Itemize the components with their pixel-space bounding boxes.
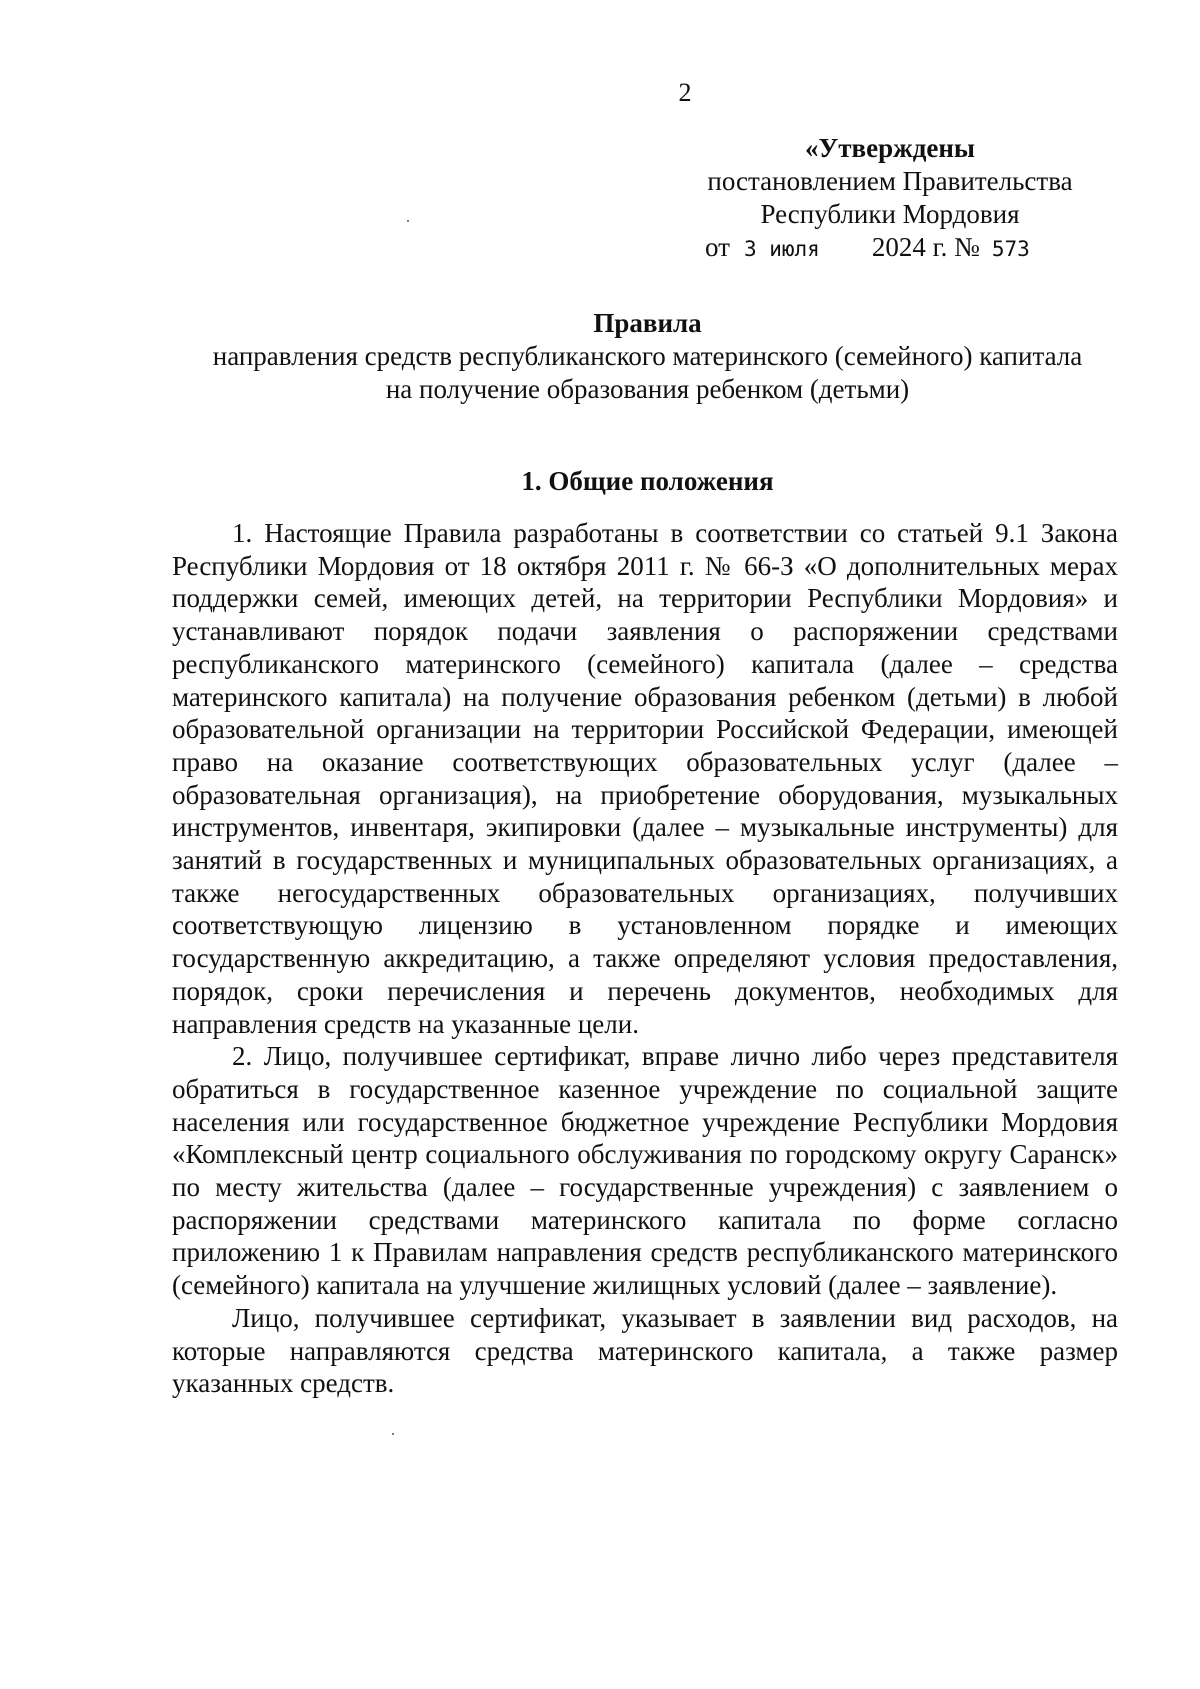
scan-speck: [407, 220, 409, 222]
resolution-number-handwritten: 573: [991, 237, 1030, 261]
approval-line-2: Республики Мордовия: [760, 199, 1020, 229]
date-year: 2024 г. №: [871, 232, 980, 262]
page-number: 2: [678, 78, 692, 107]
paragraph-2: 2. Лицо, получившее сертификат, вправе лично либо через представителя обратиться в государственное казенное учреждение по социальной защите населения или государственное бюджетное учреждение Республики Мордовия «Комплексный центр социального обслуживания по городскому округу Саранск» по месту жительства (далее – государственные учреждения) с заявлением о распоряжении средствами материнского капитала по форме согласно приложению 1 к Правилам направления средств республиканского материнского (семейного) капитала на улучшение жилищных условий (далее – заявление).: [172, 1041, 1118, 1301]
scan-speck: [392, 1433, 394, 1435]
paragraph-1: 1. Настоящие Правила разработаны в соответствии со статьей 9.1 Закона Республики Мордовия от 18 октября 2011 г. № 66-З «О дополнительных мерах поддержки семей, имеющих детей, на территории Республики Мордовия» и устанавливают порядок подачи заявления о распоряжении средствами республиканского материнского (семейного) капитала (далее – средства материнского капитала) на получение образования ребенком (детьми) в любой образовательной организации на территории Российской Федерации, имеющей право на оказание соответствующих образовательных услуг (далее – образовательная организация), на приобретение оборудования, музыкальных инструментов, инвентаря, экипировки (далее – музыкальные инструменты) для занятий в государственных и муниципальных образовательных организациях, а также негосударственных образовательных организациях, получивших соответствующую лицензию в установленном порядке и имеющих государственную аккредитацию, а также определяют условия предоставления, порядок, сроки перечисления и перечень документов, необходимых для направления средств на указанные цели.: [172, 518, 1118, 1039]
section-body: [172, 517, 1118, 1400]
section-heading: 1. Общие положения: [521, 466, 774, 496]
date-prefix: от: [705, 232, 730, 262]
date-day-handwritten: 3 июля: [743, 237, 820, 261]
approval-stamp: [660, 132, 1120, 266]
paragraph-3: Лицо, получившее сертификат, указывает в заявлении вид расходов, на которые направляются средства материнского капитала, а также размер указанных средств.: [172, 1302, 1118, 1399]
approval-line-1: постановлением Правительства: [707, 166, 1073, 196]
approval-date-line: [660, 231, 1120, 266]
document-title-block: [175, 307, 1120, 406]
document-subtitle-line-2: на получение образования ребенком (детьми): [385, 374, 910, 404]
approved-label: «Утверждены: [804, 133, 975, 163]
document-title: Правила: [593, 308, 702, 338]
document-subtitle-line-1: направления средств республиканского материнского (семейного) капитала: [212, 341, 1083, 371]
